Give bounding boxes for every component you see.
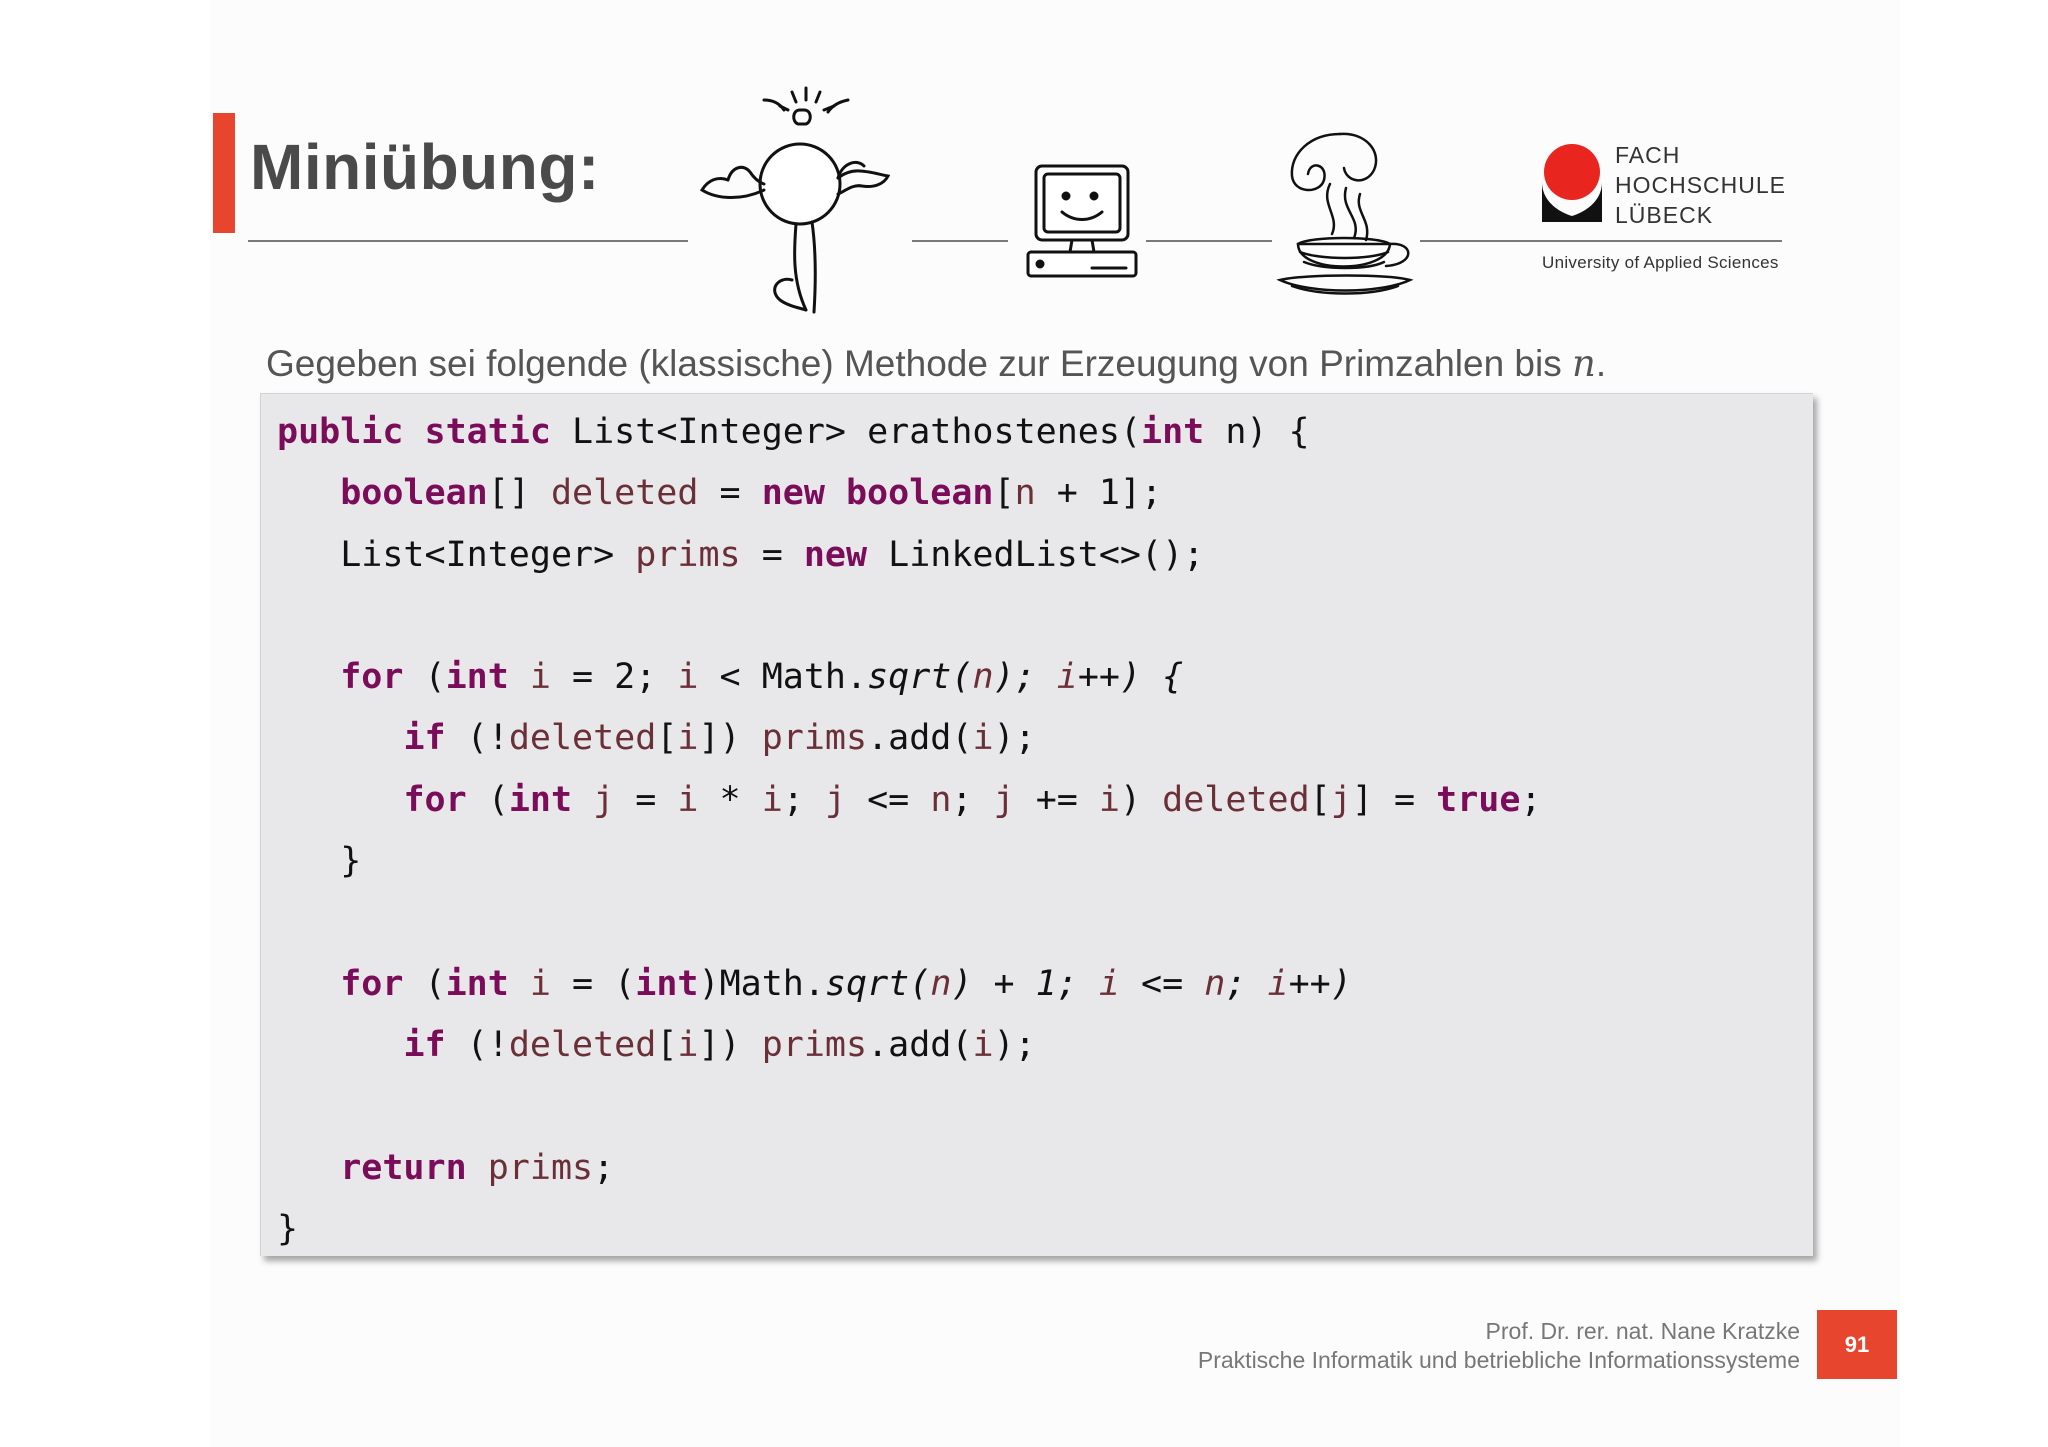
intro-sentence: Gegeben sei folgende (klassische) Methode zur Erzeugung von Primzahlen bis xyxy=(266,343,1573,384)
logo-line-3: LÜBECK xyxy=(1615,202,1714,228)
intro-end: . xyxy=(1595,343,1607,384)
footer-course: Praktische Informatik und betriebliche Informationssysteme xyxy=(1197,1347,1800,1373)
intro-variable: n xyxy=(1572,342,1596,385)
logo-line-1: FACH xyxy=(1615,142,1681,168)
code-line: boolean[] deleted = new boolean[n + 1]; xyxy=(340,473,1163,514)
java-cup-illustration xyxy=(1270,124,1420,299)
code-line: public static List<Integer> erathostenes(int n) { xyxy=(277,412,1310,452)
code-line xyxy=(277,892,1542,953)
code-line xyxy=(277,586,1542,647)
university-name xyxy=(1615,140,1786,230)
university-subtitle: University of Applied Sciences xyxy=(1542,253,1779,272)
header-rule xyxy=(1420,240,1782,242)
code-line: if (!deleted[i]) prims.add(i); xyxy=(403,718,1036,759)
code-line: for (int j = i * i; j <= n; j += i) deleted[j] = true; xyxy=(403,779,1542,820)
header-rule xyxy=(1146,240,1272,242)
code-line: for (int i = (int)Math.sqrt(n) + 1; i <= n; i++) xyxy=(340,963,1352,1004)
code-line: for (int i = 2; i < Math.sqrt(n); i++) { xyxy=(340,657,1184,698)
intro-text xyxy=(266,342,1606,385)
code-block xyxy=(260,393,1813,1256)
code-line: if (!deleted[i]) prims.add(i); xyxy=(403,1024,1036,1065)
footer-author: Prof. Dr. rer. nat. Nane Kratzke xyxy=(1485,1318,1800,1344)
code-line: } xyxy=(277,841,362,882)
header-rule xyxy=(912,240,1008,242)
page-number: 91 xyxy=(1817,1310,1897,1379)
code-listing xyxy=(277,402,1542,1260)
code-line: } xyxy=(277,1208,299,1249)
logo-line-2: HOCHSCHULE xyxy=(1615,172,1787,198)
title-accent-bar xyxy=(213,113,235,233)
code-line xyxy=(277,1076,1542,1137)
code-line: return prims; xyxy=(340,1147,615,1188)
code-line: List<Integer> prims = new LinkedList<>(); xyxy=(340,534,1205,575)
idea-figure-illustration xyxy=(688,80,918,320)
slide-title: Miniübung: xyxy=(250,131,600,203)
computer-illustration xyxy=(1022,160,1142,285)
university-logo xyxy=(1540,138,1604,230)
header-rule xyxy=(248,240,688,242)
